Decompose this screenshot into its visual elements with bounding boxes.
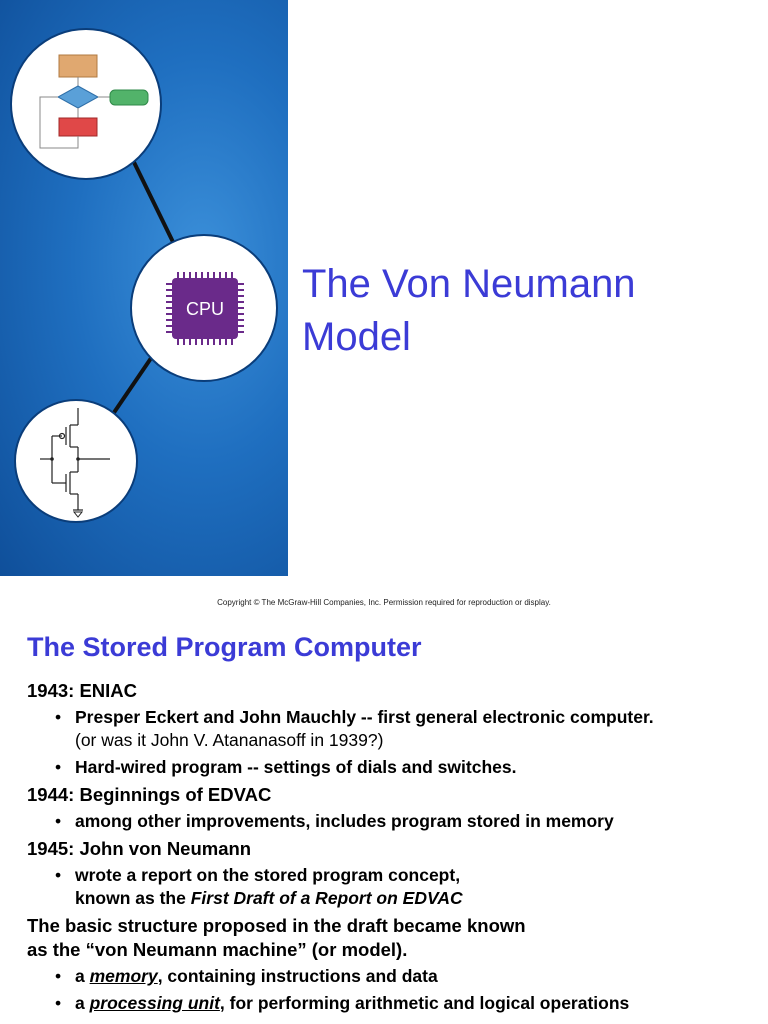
processing-suffix: , for performing arithmetic and logical operations (219, 993, 630, 1013)
edvac-bullet-1-text: among other improvements, includes program stored in memory (75, 811, 614, 831)
bullet-icon: • (55, 993, 62, 1013)
neumann-bullet-1-prefix: known as the (75, 888, 191, 908)
structure-line-1: The basic structure proposed in the draft became known (27, 915, 526, 936)
arrow-cpu-to-flowchart (128, 150, 173, 242)
error-box-icon (59, 118, 97, 136)
bullet-icon: • (55, 707, 62, 727)
neumann-bullet-1-text: wrote a report on the stored program concept, (75, 865, 461, 885)
processing-term: processing unit (89, 993, 220, 1013)
bullet-icon: • (55, 757, 62, 777)
title-line-1: The Von Neumann (302, 262, 636, 306)
slide-title (302, 258, 742, 364)
memory-bullet (27, 965, 757, 988)
edvac-report-title: First Draft of a Report on EDVAC (190, 888, 463, 908)
eniac-bullet-2 (27, 756, 757, 779)
structure-text (27, 914, 757, 962)
stored-program-heading: The Stored Program Computer (27, 632, 422, 662)
cpu-circle (131, 235, 277, 381)
copyright-notice: Copyright © The McGraw-Hill Companies, Inc. Permission required for reproduction or display. (217, 598, 551, 607)
processing-bullet (27, 992, 757, 1015)
neumann-bullet-1 (27, 864, 757, 910)
eniac-bullet-1-text: Presper Eckert and John Mauchly -- first general electronic computer. (75, 707, 654, 727)
processing-prefix: a (75, 993, 90, 1013)
terminal-box-icon (110, 90, 148, 105)
edvac-bullet-1 (27, 810, 757, 833)
edvac-heading: 1944: Beginnings of EDVAC (27, 784, 272, 805)
abstraction-illustration (0, 0, 288, 576)
eniac-bullet-1 (27, 706, 757, 752)
structure-line-2: as the “von Neumann machine” (or model). (27, 939, 408, 960)
bullet-icon: • (55, 865, 62, 885)
title-line-2: Model (302, 315, 411, 359)
cpu-label: CPU (185, 299, 225, 319)
illustration-panel (0, 0, 288, 576)
eniac-bullet-1-sub: (or was it John V. Atananasoff in 1939?) (75, 730, 384, 750)
memory-term: memory (89, 966, 158, 986)
process-box-icon (59, 55, 97, 77)
eniac-heading: 1943: ENIAC (27, 680, 138, 701)
bullet-icon: • (55, 966, 62, 986)
transistor-circle (15, 400, 137, 522)
slide-content (27, 676, 757, 1019)
memory-prefix: a (75, 966, 90, 986)
eniac-bullet-2-text: Hard-wired program -- settings of dials and switches. (75, 757, 517, 777)
flowchart-circle (11, 29, 161, 179)
neumann-heading: 1945: John von Neumann (27, 838, 252, 859)
bullet-icon: • (55, 811, 62, 831)
memory-suffix: , containing instructions and data (157, 966, 438, 986)
